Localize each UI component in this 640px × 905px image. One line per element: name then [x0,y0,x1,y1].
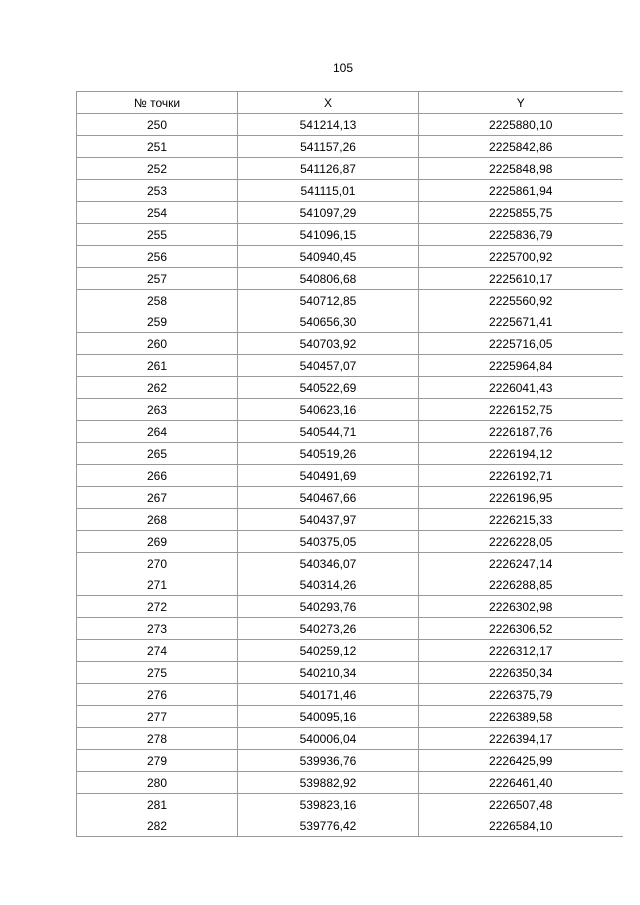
cell-x: 540623,16 [238,399,419,421]
cell-x: 541214,13 [238,114,419,136]
cell-point-number: 251 [77,136,238,158]
cell-x: 540273,26 [238,618,419,640]
table-row [77,815,623,837]
cell-y: 2226187,76 [419,421,623,443]
cell-x: 539776,42 [238,815,419,837]
cell-y: 2226584,10 [419,815,623,837]
cell-y: 2226312,17 [419,640,623,662]
cell-y: 2226288,85 [419,574,623,596]
table-row [77,399,623,421]
cell-y: 2226041,43 [419,377,623,399]
table-row [77,596,623,618]
coordinates-table [76,91,623,837]
cell-point-number: 263 [77,399,238,421]
cell-point-number: 274 [77,640,238,662]
cell-point-number: 262 [77,377,238,399]
table-row [77,618,623,640]
cell-x: 540259,12 [238,640,419,662]
cell-x: 540314,26 [238,574,419,596]
cell-point-number: 281 [77,794,238,816]
cell-x: 540703,92 [238,333,419,355]
table-row [77,443,623,465]
cell-y: 2225880,10 [419,114,623,136]
cell-y: 2225671,41 [419,311,623,333]
cell-x: 540491,69 [238,465,419,487]
cell-y: 2226461,40 [419,772,623,794]
cell-y: 2225716,05 [419,333,623,355]
cell-y: 2226152,75 [419,399,623,421]
table-row [77,180,623,202]
table-row [77,333,623,355]
cell-y: 2225861,94 [419,180,623,202]
table-header-row [77,92,623,114]
table-row [77,136,623,158]
cell-y: 2226425,99 [419,750,623,772]
cell-x: 540544,71 [238,421,419,443]
cell-point-number: 270 [77,553,238,575]
cell-x: 540940,45 [238,246,419,268]
cell-x: 539823,16 [238,794,419,816]
header-point-number: № точки [77,92,238,114]
cell-point-number: 273 [77,618,238,640]
cell-x: 541096,15 [238,224,419,246]
cell-x: 541097,29 [238,202,419,224]
cell-point-number: 269 [77,531,238,553]
cell-y: 2225842,86 [419,136,623,158]
cell-point-number: 276 [77,684,238,706]
cell-y: 2226507,48 [419,794,623,816]
cell-x: 540437,97 [238,509,419,531]
table-row [77,311,623,333]
cell-point-number: 259 [77,311,238,333]
cell-x: 540095,16 [238,706,419,728]
cell-point-number: 277 [77,706,238,728]
cell-x: 540346,07 [238,553,419,575]
cell-point-number: 279 [77,750,238,772]
cell-x: 539936,76 [238,750,419,772]
cell-x: 540293,76 [238,596,419,618]
cell-point-number: 257 [77,268,238,290]
cell-point-number: 278 [77,728,238,750]
cell-y: 2226389,58 [419,706,623,728]
cell-y: 2225855,75 [419,202,623,224]
table-row [77,224,623,246]
cell-point-number: 268 [77,509,238,531]
cell-point-number: 260 [77,333,238,355]
page-number: 105 [332,61,354,75]
table-row [77,421,623,443]
table-row [77,531,623,553]
cell-y: 2226192,71 [419,465,623,487]
cell-point-number: 271 [77,574,238,596]
cell-x: 540375,05 [238,531,419,553]
cell-point-number: 253 [77,180,238,202]
cell-y: 2225848,98 [419,158,623,180]
cell-y: 2225610,17 [419,268,623,290]
cell-point-number: 280 [77,772,238,794]
cell-x: 540467,66 [238,487,419,509]
table-row [77,706,623,728]
table-row [77,772,623,794]
cell-y: 2226306,52 [419,618,623,640]
table-row [77,750,623,772]
cell-x: 540522,69 [238,377,419,399]
cell-y: 2226215,33 [419,509,623,531]
cell-x: 541126,87 [238,158,419,180]
table-row [77,509,623,531]
cell-y: 2226228,05 [419,531,623,553]
cell-y: 2225560,92 [419,290,623,312]
cell-y: 2226194,12 [419,443,623,465]
table-row [77,465,623,487]
cell-x: 540171,46 [238,684,419,706]
cell-y: 2225700,92 [419,246,623,268]
table-row [77,487,623,509]
cell-y: 2226375,79 [419,684,623,706]
table-row [77,684,623,706]
cell-point-number: 258 [77,290,238,312]
table-row [77,290,623,312]
cell-x: 540519,26 [238,443,419,465]
table-row [77,553,623,575]
table-row [77,355,623,377]
cell-point-number: 267 [77,487,238,509]
cell-y: 2226196,95 [419,487,623,509]
table-row [77,794,623,816]
table-row [77,246,623,268]
table-row [77,728,623,750]
cell-point-number: 282 [77,815,238,837]
cell-point-number: 250 [77,114,238,136]
cell-x: 540006,04 [238,728,419,750]
table-row [77,640,623,662]
table-row [77,574,623,596]
table-row [77,202,623,224]
cell-x: 541157,26 [238,136,419,158]
cell-x: 539882,92 [238,772,419,794]
table-row [77,114,623,136]
cell-point-number: 255 [77,224,238,246]
cell-point-number: 261 [77,355,238,377]
cell-point-number: 252 [77,158,238,180]
cell-point-number: 275 [77,662,238,684]
cell-point-number: 264 [77,421,238,443]
header-y: Y [419,92,623,114]
cell-x: 541115,01 [238,180,419,202]
cell-point-number: 266 [77,465,238,487]
cell-x: 540712,85 [238,290,419,312]
cell-point-number: 256 [77,246,238,268]
cell-point-number: 254 [77,202,238,224]
cell-x: 540806,68 [238,268,419,290]
cell-y: 2225836,79 [419,224,623,246]
cell-x: 540656,30 [238,311,419,333]
cell-point-number: 265 [77,443,238,465]
cell-y: 2226247,14 [419,553,623,575]
table-row [77,377,623,399]
table-body [77,114,623,837]
cell-point-number: 272 [77,596,238,618]
header-x: X [238,92,419,114]
table-row [77,158,623,180]
cell-y: 2226302,98 [419,596,623,618]
cell-y: 2226394,17 [419,728,623,750]
cell-y: 2225964,84 [419,355,623,377]
cell-y: 2226350,34 [419,662,623,684]
table-row [77,268,623,290]
table-row [77,662,623,684]
cell-x: 540457,07 [238,355,419,377]
cell-x: 540210,34 [238,662,419,684]
